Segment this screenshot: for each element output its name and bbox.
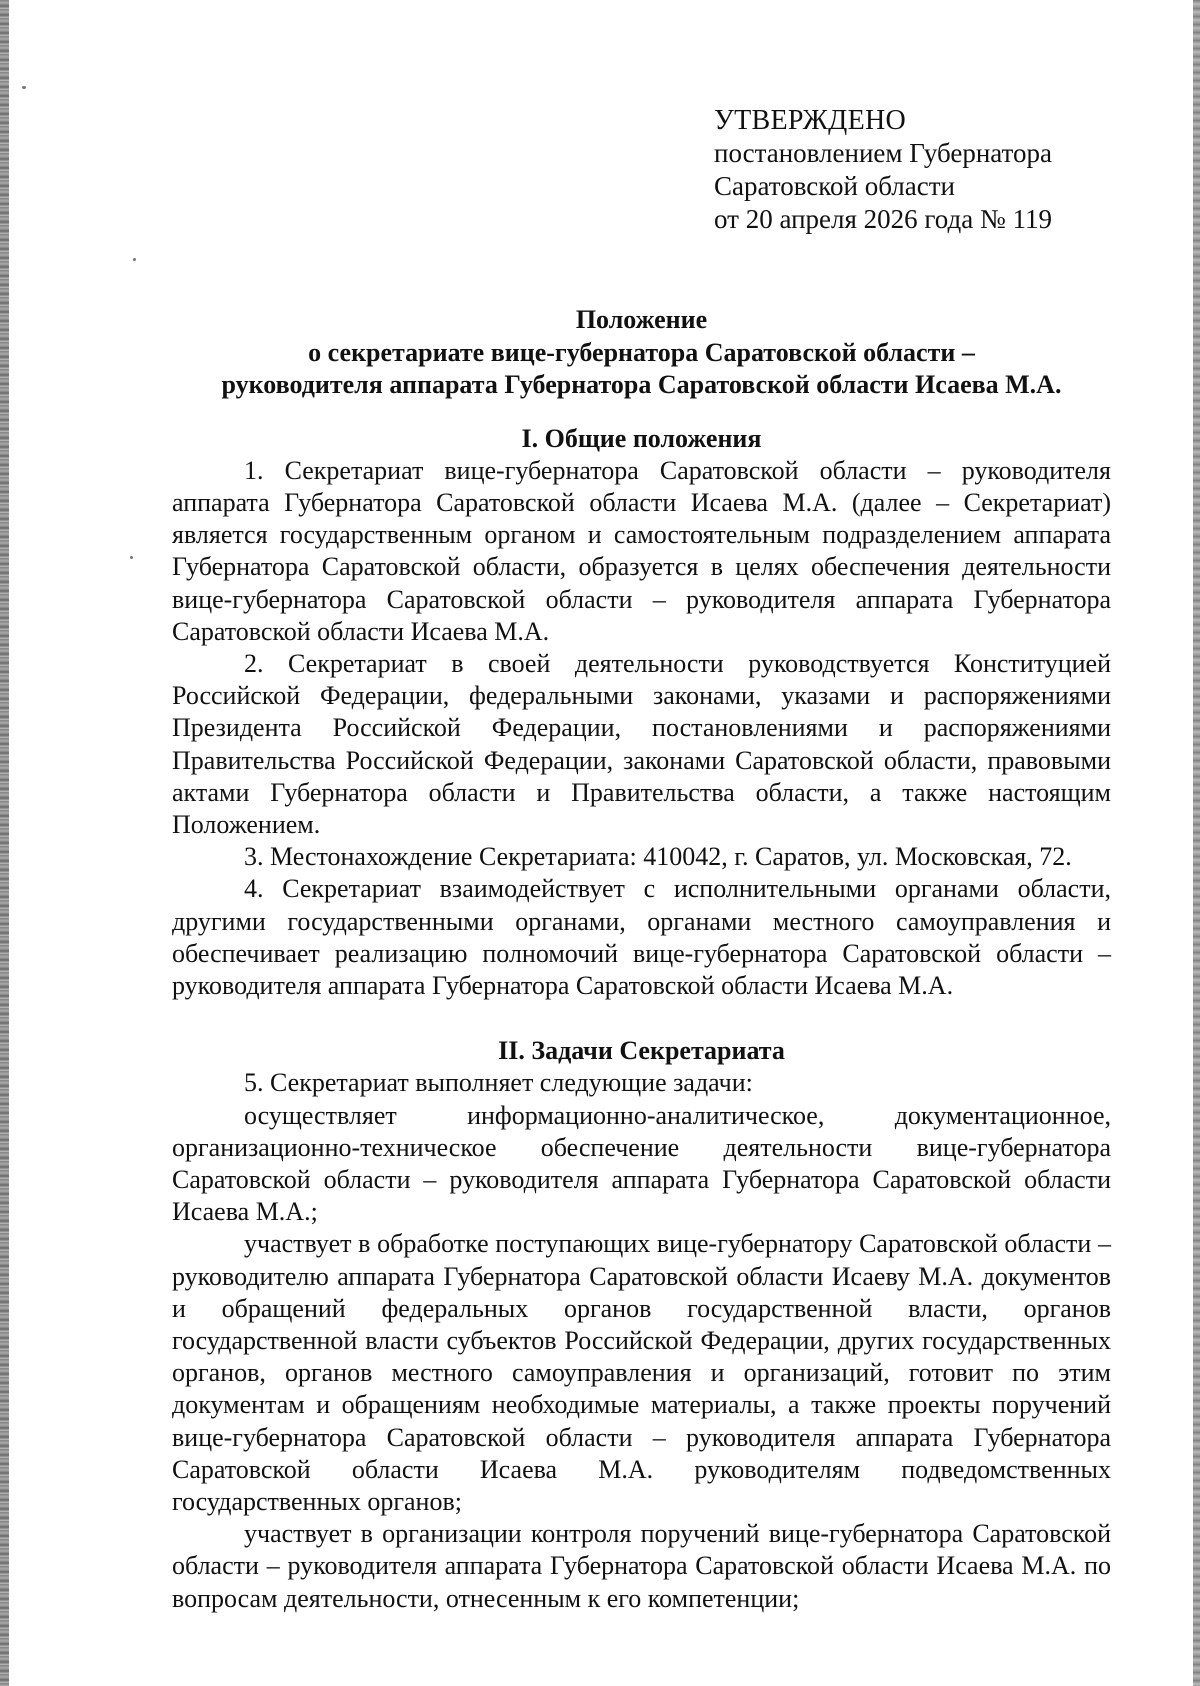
title-line: руководителя аппарата Губернатора Саратовской области Исаева М.А. <box>221 370 1062 399</box>
scan-speck <box>130 556 133 559</box>
approval-stamp <box>714 104 1134 236</box>
paragraph: участвует в организации контроля поручений вице-губернатора Саратовской области – руководителя аппарата Губернатора Саратовской области Исаева М.А. по вопросам деятельности, отнесенным к его компетенции; <box>172 1519 1111 1613</box>
document-title <box>172 304 1111 402</box>
paragraph: 4. Секретариат взаимодействует с исполнительными органами области, другими государственными органами, органами местного самоуправления и обеспечивает реализацию полномочий вице-губернатора Саратовской области – руководителя аппарата Губернатора Саратовской области Исаева М.А. <box>172 874 1111 1000</box>
section-heading-general: I. Общие положения <box>521 423 762 453</box>
document-body <box>172 304 1111 1615</box>
title-line: о секретариате вице-губернатора Саратовской области – <box>308 337 975 367</box>
paragraph: 3. Местонахождение Секретариата: 410042, г. Саратов, ул. Московская, 72. <box>244 842 1072 872</box>
approval-line: постановлением Губернатора <box>714 138 1052 168</box>
paragraph: участвует в обработке поступающих вице-губернатору Саратовской области – руководителю аппарата Губернатора Саратовской области Исаеву М.А. документов и обращений федеральных органов государственной власти, органов государственной власти субъектов Российской Федерации, других государственных органов, органов местного самоуправления и организаций, готовит по этим документам и обращениям необходимые материалы, а также проекты поручений вице-губернатора Саратовской области – руководителя аппарата Губернатора Саратовской области Исаева М.А. руководителям подведомственных государственных органов; <box>172 1229 1111 1516</box>
paragraph: 2. Секретариат в своей деятельности руководствуется Конституцией Российской Федерации, федеральными законами, указами и распоряжениями Президента Российской Федерации, постановлениями и распоряжениями Правительства Российской Федерации, законами Саратовской области, правовыми актами Губернатора области и Правительства области, а также настоящим Положением. <box>172 648 1111 839</box>
scan-edge-right <box>1193 0 1200 1686</box>
paragraph: 1. Секретариат вице-губернатора Саратовской области – руководителя аппарата Губернатора Саратовской области Исаева М.А. (далее – Секретариат) является государственным органом и самостоятельным подразделением аппарата Губернатора Саратовской области, образуется в целях обеспечения деятельности вице-губернатора Саратовской области – руководителя аппарата Губернатора Саратовской области Исаева М.А. <box>172 455 1111 646</box>
paragraph: осуществляет информационно-аналитическое, документационное, организационно-техническое обеспечение деятельности вице-губернатора Саратовской области – руководителя аппарата Губернатора Саратовской области Исаева М.А.; <box>172 1100 1111 1227</box>
scan-speck <box>133 258 136 261</box>
section-heading-tasks: II. Задачи Секретариата <box>498 1036 785 1066</box>
title-line: Положение <box>575 305 708 334</box>
approval-date: от 20 апреля 2026 года № 119 <box>714 204 1053 234</box>
scan-edge-left <box>0 0 9 1686</box>
approval-line: Саратовской области <box>714 171 955 201</box>
paragraph: 5. Секретариат выполняет следующие задачи: <box>244 1068 753 1098</box>
scan-speck <box>22 86 26 89</box>
approval-heading: УТВЕРЖДЕНО <box>714 105 907 136</box>
